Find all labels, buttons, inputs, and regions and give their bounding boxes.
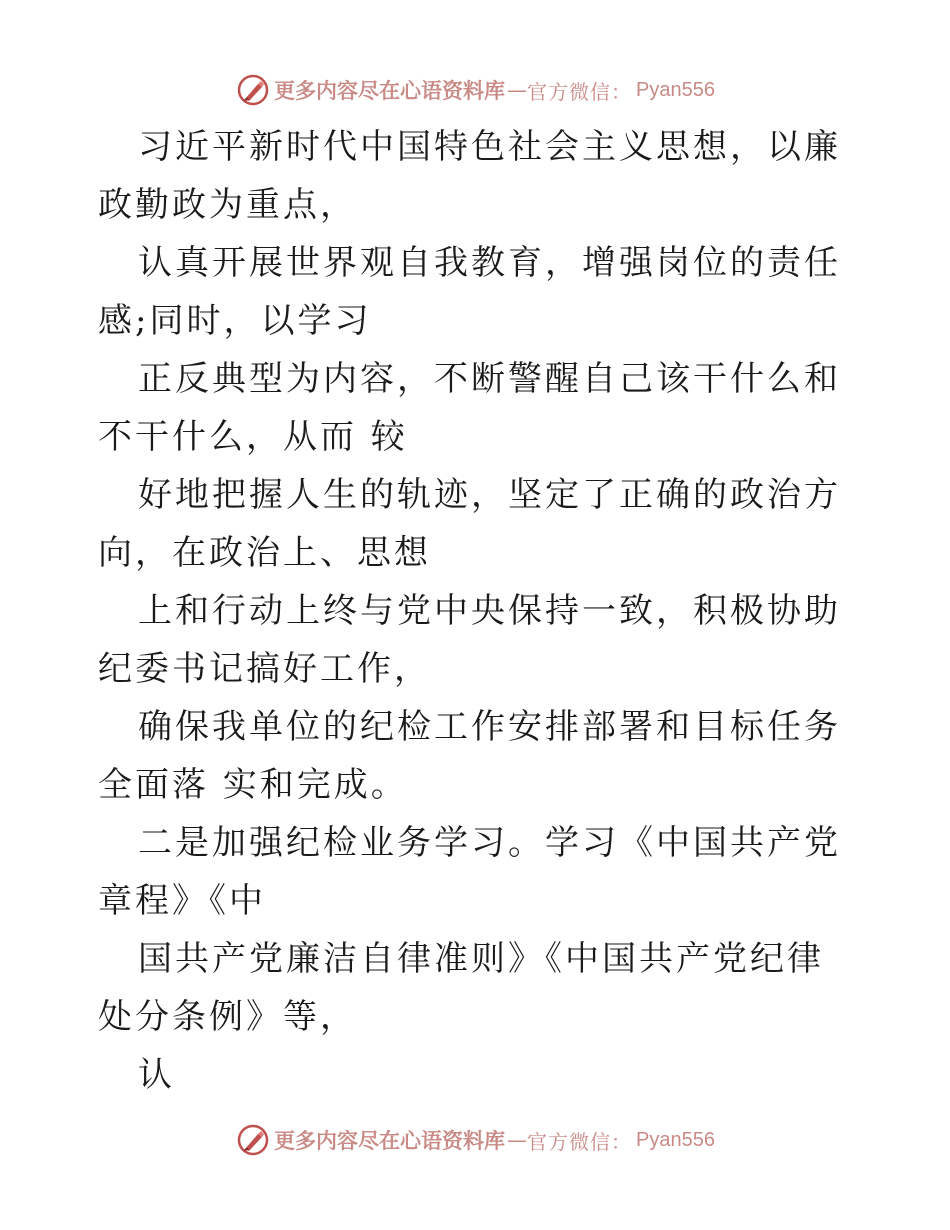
banner-site-text: 更多内容尽在心语资料库 [274, 78, 505, 103]
footer-watermark-banner [236, 1122, 715, 1158]
paragraph-2: 认真开展世界观自我教育，增强岗位的责任感;同时，以学习 [98, 243, 841, 341]
paragraph-6: 确保我单位的纪检工作安排部署和目标任务全面落 实和完成。 [98, 707, 841, 805]
paragraph-9: 认 [138, 1055, 175, 1095]
paragraph-5: 上和行动上终与党中央保持一致，积极协助纪委书记搞好工作， [98, 591, 841, 689]
paragraph-3: 正反典型为内容，不断警醒自己该干什么和不干什么，从而 较 [98, 359, 841, 457]
banner-wechat-id: Pyan556 [636, 78, 715, 101]
paragraph-1: 习近平新时代中国特色社会主义思想，以廉政勤政为重点， [98, 127, 841, 225]
document-body [98, 118, 858, 1104]
pen-logo-icon [236, 1123, 270, 1157]
pen-logo-icon [236, 73, 270, 107]
banner-separator: — [507, 78, 527, 102]
banner-wechat-id: Pyan556 [636, 1128, 715, 1151]
banner-wechat-label: 官方微信： [527, 1129, 632, 1154]
paragraph-7: 二是加强纪检业务学习。学习《中国共产党章程》《中 [98, 823, 841, 921]
banner-wechat-label: 官方微信： [527, 79, 632, 104]
banner-separator: — [507, 1128, 527, 1152]
banner-site-text: 更多内容尽在心语资料库 [274, 1128, 505, 1153]
header-watermark-banner [236, 72, 715, 108]
paragraph-4: 好地把握人生的轨迹，坚定了正确的政治方向，在政治上、思想 [98, 475, 841, 573]
paragraph-8: 国共产党廉洁自律准则》《中国共产党纪律处分条例》等， [98, 939, 824, 1037]
